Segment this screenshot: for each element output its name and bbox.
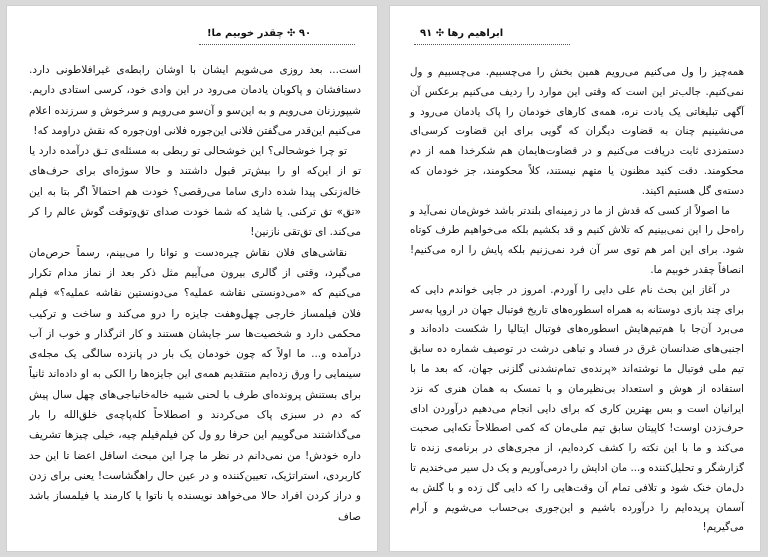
left-paragraph-2: تو چرا خوشحالی؟ این خوشحالی تو ربطی به مسئله‌ی تـق درآمده دارد یا تو از این‌که او را بیش‌تر قبول داشتند و حالا سوژه‌ای برای حرف‌های خاله‌زنکی پیدا شده داری ساما می‌رقصی؟ خودت هم احتمالاً اگر بتا به این «تق» تق ترکنی. یا شاید که شما خودت صدای تق‌وتوقت گوش عالم را کر می‌کند. ای تق‌تقی نازنین! — [29, 145, 361, 239]
right-paragraph-1: همه‌چیز را ول می‌کنیم می‌رویم همین بخش را می‌چسبیم. می‌چسبیم و ول نمی‌کنیم. جالب‌تر این است که وقتی این موارد را ردیف می‌کنیم برعکس آن آگهی تبلیغاتی یک یادت نره، همه‌ی کارهای خودمان را پاک یادمان می‌رود و می‌نشینیم چنان به قضاوت دیگران که گویی برای این قضاوت کرسی‌ای دستمزدی ثابت دریافت می‌کنیم و در قضاوت‌هایمان هم شکرخدا همه از دم محکومند. دقت کنید مظنون یا متهم نیستند، کلاً محکومند، جز خودمان که دسته‌ی گل هستیم اکیند. — [410, 66, 744, 197]
right-page — [389, 5, 761, 552]
left-paragraph-1: است... بعد روزی می‌شویم ایشان با اوشان رابطه‌ی غیرافلاطونی دارد. دستافشان و پاکوبان یادمان می‌رود در این وادی خود، کرسی استادی داریم. شیپورزنان می‌رویم و به این‌سو و آن‌سو می‌رویم و سرخوش و سرزنده اعلام می‌کنیم این‌قدر می‌گفتن فلانی این‌جوره فلانی اون‌جوره که نقش دراومد که! — [29, 64, 361, 137]
header-rule-right — [414, 44, 570, 45]
left-paragraph-3: نقاشی‌های فلان نقاش چیره‌دست و توانا را می‌بینم، رسماً حرص‌مان می‌گیرد، وقتی از گالری بیرون می‌آییم مثل ذکر بعد از نماز مدام تکرار می‌کنیم که «می‌دونستی نقاشه عملیه؟ می‌دونستین نقاشه عملیه؟» فیلم فلان فیلمساز خارجی چهل‌وهفت جایزه را درو می‌کند و ساخت و ترکیب محکمی دارد و شخصیت‌ها سر جایشان هستند و کار اثرگذار و خوب از آب درآمده و... ما اولاً که چون خودمان یک بار در پانزده سالگی یک مجله‌ی سینمایی را ورق زده‌ایم منتقدیم همه‌ی این جایزه‌ها را الکی به او داده‌اند ثانیاً برای بستنش پرونده‌ای طرف با لحنی شبیه خاله‌خانباجی‌های چهل سال پیش که دم در سبزی پاک می‌کردند و اصطلاحاً کله‌پاچه‌ی خلق‌الله را بار می‌گذاشتند می‌گوییم این حرفا رو ول کن فیلم‌فیلم چیه، خیلی چیزها تشریف داره خودش! من نمی‌دانم در نظر ما چرا این مبحث اسافل اعضا تا این حد کاربردی، استراتژیک، تعیین‌کننده و در عین حال راهگشاست! یعنی برای زدن و دراز کردن افراد حالا می‌خواهد نویسنده یا ناتوا یا کارمند یا فیلمساز باشد صاف — [29, 246, 361, 523]
right-paragraph-3: در آغاز این بحث نام علی دایی را آوردم. امروز در جایی خواندم دایی که برای چند بازی دوستانه به همراه اسطوره‌های تاریخ فوتبال جهان در اروپا به‌سر می‌برد آن‌جا با هم‌تیم‌هایش اسطوره‌های فوتبال ایتالیا را شکست داده‌اند و اجنبی‌های ضدانسان غرق در فساد و تباهی درشت در توصیف شماره ده سابق تیم ملی فوتبال ما نوشته‌اند «پرنده‌ی تمام‌نشدنی گلزنی جهان، که بعد ما با استفاده از هوش و استعداد بی‌نظیرمان و با تمسک به همان هنری که نزد ایرانیان است و بس بهترین کاری که برای دایی انجام می‌دهیم درآوردن ادای حرف‌زدن اوست! کاپیتان سابق تیم ملی‌مان که کمی اصطلاحاً تکه‌ایی صحبت می‌کند و ما با این نکته را کشف کرده‌ایم، از مجری‌های در برنامه‌ی زنده تا گزارشگر و تحلیل‌کننده و... مان ادایش را درمی‌آوریم و یک دل سیر می‌خندیم تا دل‌مان خنک شود و تلافی تمام آن وقت‌هایی را که دایی گل زده و با گلش به آسمان پریده‌ایم را درآورده باشیم و این‌جوری بی‌حساب می‌شویم و آرام می‌گیریم! — [410, 283, 744, 534]
header-rule-left — [199, 44, 355, 45]
right-page-body — [410, 63, 744, 538]
left-page-body — [29, 60, 361, 527]
page-header-right: ابراهیم رها ✣ ٩١ — [420, 28, 504, 39]
left-page — [6, 5, 378, 552]
page-header-left: ٩٠ ✣ چقدر خوبیم ما! — [207, 28, 312, 39]
right-paragraph-2: ما اصولاً از کسی که قدش از ما در زمینه‌ای بلندتر باشد خوش‌مان نمی‌آید و راه‌حل را این نمی‌بینیم که تلاش کنیم و قد بکشیم بلکه می‌خواهیم طرف کوتاه شود. برای این امر هم توی سر آن فرد نمی‌زنیم بلکه پایش را اره می‌کنیم! انصافاً چقدر خوبیم ما. — [410, 204, 744, 276]
